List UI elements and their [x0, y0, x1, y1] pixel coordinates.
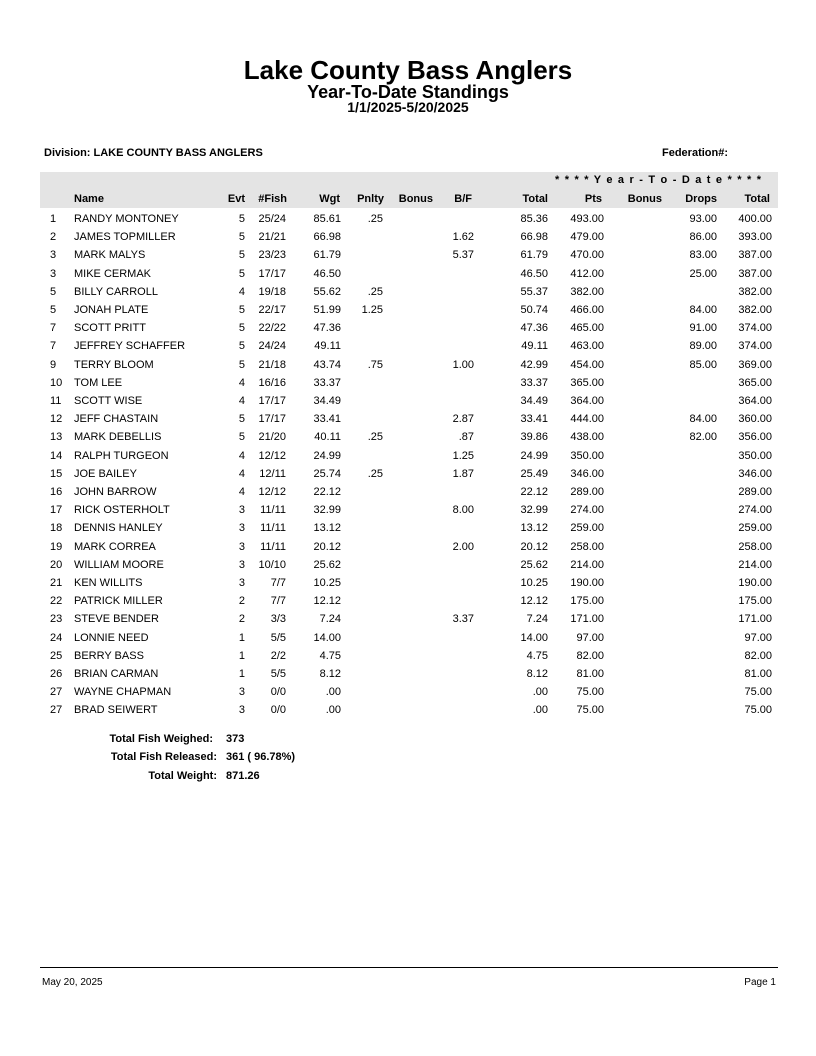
cell-big-fish: 8.00: [452, 504, 474, 517]
cell-name: LONNIE NEED: [74, 631, 149, 644]
column-header-bonus: Bonus: [398, 193, 433, 205]
cell-drops: 84.00: [689, 304, 717, 316]
cell-place: 12: [50, 413, 63, 426]
cell-events: 3: [238, 522, 245, 535]
cell-fish: 11/11: [260, 540, 286, 553]
report-subtitle: Year-To-Date Standings: [307, 82, 509, 102]
cell-ytd-total: 382.00: [738, 304, 772, 316]
cell-events: 5: [238, 358, 245, 371]
cell-events: 3: [238, 686, 245, 699]
cell-weight: 33.37: [313, 376, 341, 389]
cell-ytd-total: 387.00: [738, 249, 772, 262]
cell-fish: 11/11: [260, 504, 286, 517]
cell-place: 23: [50, 613, 63, 626]
cell-fish: 17/17: [258, 413, 286, 426]
cell-total: 33.41: [520, 413, 548, 426]
cell-events: 3: [238, 577, 245, 589]
cell-fish: 11/11: [260, 522, 286, 535]
column-header-evt: Evt: [227, 193, 245, 205]
cell-name: MARK DEBELLIS: [74, 431, 162, 444]
cell-total: 55.37: [520, 285, 548, 298]
cell-drops: 85.00: [689, 358, 717, 371]
cell-big-fish: 2.87: [452, 413, 474, 426]
cell-total: 42.99: [520, 358, 548, 371]
cell-name: STEVE BENDER: [74, 613, 159, 626]
cell-name: WILLIAM MOORE: [74, 558, 164, 571]
cell-ytd-total: 346.00: [738, 467, 772, 480]
cell-fish: 5/5: [270, 631, 286, 644]
cell-weight: 20.12: [313, 540, 341, 553]
cell-big-fish: 1.62: [452, 231, 474, 244]
cell-fish: 0/0: [270, 686, 286, 699]
total-weight-label: Total Weight:: [148, 770, 217, 782]
cell-place: 26: [50, 668, 63, 680]
cell-ytd-total: 289.00: [738, 486, 772, 498]
cell-big-fish: 1.25: [452, 449, 474, 462]
cell-ytd-total: 75.00: [744, 704, 772, 717]
cell-drops: 91.00: [689, 322, 717, 335]
cell-fish: 3/3: [270, 613, 286, 626]
cell-events: 1: [238, 649, 245, 662]
cell-points: 171.00: [570, 613, 604, 626]
cell-points: 75.00: [576, 686, 604, 699]
cell-points: 350.00: [570, 449, 604, 462]
footer-page-number: Page 1: [744, 977, 776, 988]
cell-place: 20: [50, 558, 63, 571]
cell-ytd-total: 356.00: [738, 431, 772, 444]
cell-place: 2: [50, 231, 57, 244]
cell-weight: 33.41: [313, 413, 341, 426]
column-header-drops: Drops: [685, 193, 717, 205]
cell-fish: 22/22: [258, 322, 286, 335]
cell-name: BRIAN CARMAN: [74, 668, 159, 680]
cell-total: 33.37: [520, 376, 548, 389]
cell-drops: 82.00: [689, 431, 717, 444]
cell-weight: .00: [325, 704, 341, 717]
report-date-range: 1/1/2025-5/20/2025: [347, 99, 469, 115]
cell-weight: 66.98: [313, 231, 341, 244]
report-title: Lake County Bass Anglers: [243, 55, 573, 85]
cell-fish: 19/18: [258, 285, 286, 298]
cell-total: 50.74: [520, 304, 548, 316]
cell-name: SCOTT WISE: [74, 395, 143, 407]
cell-points: 214.00: [570, 558, 604, 571]
cell-name: KEN WILLITS: [74, 577, 143, 589]
column-header-fish: #Fish: [258, 193, 287, 205]
cell-big-fish: .87: [458, 431, 474, 444]
cell-place: 14: [50, 449, 63, 462]
cell-place: 3: [50, 249, 57, 262]
cell-weight: 22.12: [313, 486, 341, 498]
cell-name: JEFFREY SCHAFFER: [74, 340, 186, 353]
cell-place: 10: [50, 376, 63, 389]
cell-big-fish: 1.00: [452, 358, 474, 371]
cell-penalty: .75: [367, 358, 383, 371]
cell-weight: 25.62: [313, 558, 341, 571]
cell-weight: 55.62: [313, 285, 341, 298]
cell-ytd-total: 81.00: [744, 668, 772, 680]
cell-points: 259.00: [570, 522, 604, 535]
cell-total: 39.86: [520, 431, 548, 444]
cell-name: WAYNE CHAPMAN: [74, 686, 172, 699]
cell-total: 4.75: [526, 649, 548, 662]
cell-points: 75.00: [576, 704, 604, 717]
cell-name: JOHN BARROW: [74, 486, 157, 498]
cell-points: 479.00: [570, 231, 604, 244]
cell-weight: 7.24: [319, 613, 341, 626]
federation-label: Federation#:: [662, 147, 729, 159]
cell-ytd-total: 387.00: [738, 267, 772, 280]
cell-name: JAMES TOPMILLER: [74, 231, 176, 244]
cell-weight: 40.11: [314, 431, 341, 444]
fish-weighed-label: Total Fish Weighed:: [109, 733, 213, 745]
cell-drops: 93.00: [689, 213, 717, 225]
cell-place: 22: [50, 595, 63, 608]
cell-ytd-total: 393.00: [738, 231, 772, 244]
cell-points: 274.00: [570, 504, 604, 517]
cell-points: 466.00: [570, 304, 604, 316]
cell-place: 5: [50, 304, 57, 316]
cell-fish: 5/5: [270, 668, 286, 680]
cell-points: 175.00: [570, 595, 604, 608]
cell-events: 5: [238, 340, 245, 353]
cell-name: JEFF CHASTAIN: [74, 413, 159, 426]
cell-total: 20.12: [520, 540, 548, 553]
cell-points: 289.00: [570, 486, 604, 498]
cell-points: 463.00: [570, 340, 604, 353]
division-label: Division: LAKE COUNTY BASS ANGLERS: [44, 147, 263, 159]
cell-points: 258.00: [570, 540, 604, 553]
cell-place: 27: [50, 704, 63, 717]
cell-drops: 86.00: [689, 231, 717, 244]
cell-points: 82.00: [576, 649, 604, 662]
cell-place: 25: [50, 649, 63, 662]
cell-events: 5: [238, 431, 245, 444]
cell-name: MARK CORREA: [74, 540, 156, 553]
cell-points: 364.00: [570, 395, 604, 407]
cell-place: 11: [50, 395, 62, 407]
cell-penalty: .25: [367, 431, 383, 444]
column-header-wgt: Wgt: [319, 193, 340, 205]
cell-weight: 85.61: [313, 213, 341, 225]
cell-total: .00: [532, 704, 548, 717]
cell-name: SCOTT PRITT: [74, 322, 146, 335]
cell-events: 4: [238, 285, 245, 298]
cell-weight: 47.36: [313, 322, 341, 335]
cell-place: 21: [50, 577, 63, 589]
cell-events: 5: [238, 249, 245, 262]
cell-drops: 89.00: [689, 340, 717, 353]
cell-place: 16: [50, 486, 63, 498]
cell-place: 13: [50, 431, 63, 444]
cell-total: 8.12: [526, 668, 548, 680]
cell-events: 5: [238, 231, 245, 244]
cell-weight: 34.49: [313, 395, 341, 407]
cell-penalty: 1.25: [361, 304, 383, 316]
cell-ytd-total: 97.00: [744, 631, 772, 644]
cell-weight: 51.99: [313, 304, 341, 316]
cell-big-fish: 2.00: [452, 540, 474, 553]
cell-weight: 14.00: [313, 631, 341, 644]
column-header-total: Total: [522, 193, 548, 205]
cell-ytd-total: 365.00: [738, 376, 772, 389]
cell-place: 27: [50, 686, 63, 699]
cell-drops: 83.00: [689, 249, 717, 262]
cell-weight: .00: [325, 686, 341, 699]
cell-ytd-total: 214.00: [738, 558, 772, 571]
fish-released-label: Total Fish Released:: [110, 751, 217, 763]
cell-events: 5: [238, 304, 245, 316]
cell-name: MARK MALYS: [74, 249, 146, 262]
cell-points: 81.00: [576, 668, 604, 680]
cell-name: JOE BAILEY: [74, 467, 137, 480]
cell-ytd-total: 190.00: [738, 577, 772, 589]
cell-place: 5: [50, 285, 57, 298]
cell-name: MIKE CERMAK: [74, 267, 152, 280]
cell-name: BILLY CARROLL: [74, 285, 158, 298]
cell-total: 25.49: [520, 467, 548, 480]
cell-points: 465.00: [570, 322, 604, 335]
cell-events: 1: [238, 668, 245, 680]
cell-total: 14.00: [520, 631, 548, 644]
cell-events: 3: [238, 704, 245, 717]
cell-total: 61.79: [520, 249, 548, 262]
cell-points: 382.00: [570, 285, 604, 298]
cell-total: 34.49: [520, 395, 548, 407]
cell-big-fish: 3.37: [452, 613, 474, 626]
cell-place: 19: [50, 540, 63, 553]
cell-place: 24: [50, 631, 63, 644]
cell-ytd-total: 374.00: [738, 322, 772, 335]
cell-ytd-total: 350.00: [738, 449, 772, 462]
cell-events: 4: [238, 449, 245, 462]
cell-place: 9: [50, 358, 57, 371]
cell-fish: 22/17: [258, 304, 286, 316]
cell-drops: 25.00: [689, 267, 717, 280]
cell-ytd-total: 75.00: [744, 686, 772, 699]
cell-weight: 12.12: [313, 595, 341, 608]
cell-big-fish: 5.37: [452, 249, 474, 262]
cell-points: 365.00: [570, 376, 604, 389]
column-header-name: Name: [74, 193, 104, 205]
footer-date: May 20, 2025: [42, 977, 103, 988]
cell-name: RALPH TURGEON: [74, 449, 169, 462]
cell-points: 97.00: [576, 631, 604, 644]
cell-ytd-total: 400.00: [738, 213, 772, 225]
cell-events: 5: [238, 322, 245, 335]
cell-fish: 23/23: [258, 249, 286, 262]
cell-total: 46.50: [520, 267, 548, 280]
cell-events: 4: [238, 395, 245, 407]
cell-name: RICK OSTERHOLT: [74, 504, 170, 517]
cell-events: 3: [238, 540, 245, 553]
cell-points: 412.00: [570, 267, 604, 280]
cell-fish: 17/17: [258, 267, 286, 280]
cell-name: RANDY MONTONEY: [74, 213, 179, 225]
cell-points: 438.00: [570, 431, 604, 444]
cell-events: 1: [238, 631, 245, 644]
cell-fish: 7/7: [270, 595, 286, 608]
cell-fish: 12/12: [258, 486, 286, 498]
cell-total: 25.62: [520, 558, 548, 571]
cell-fish: 21/21: [258, 231, 286, 244]
cell-fish: 25/24: [258, 213, 286, 225]
cell-ytd-total: 374.00: [738, 340, 772, 353]
cell-total: 10.25: [520, 577, 548, 589]
cell-weight: 46.50: [313, 267, 341, 280]
cell-name: TOM LEE: [74, 376, 123, 389]
cell-total: 12.12: [520, 595, 548, 608]
cell-fish: 17/17: [258, 395, 286, 407]
cell-events: 4: [238, 486, 245, 498]
cell-drops: 84.00: [689, 413, 717, 426]
cell-events: 3: [238, 504, 245, 517]
cell-ytd-total: 82.00: [744, 649, 772, 662]
cell-fish: 24/24: [258, 340, 286, 353]
cell-events: 5: [238, 413, 245, 426]
fish-weighed-value: 373: [226, 733, 245, 745]
cell-fish: 12/11: [259, 467, 286, 480]
cell-weight: 10.25: [313, 577, 341, 589]
cell-events: 4: [238, 467, 245, 480]
cell-total: 47.36: [520, 322, 548, 335]
cell-penalty: .25: [367, 467, 383, 480]
cell-place: 18: [50, 522, 63, 535]
cell-total: 32.99: [520, 504, 548, 517]
cell-points: 454.00: [570, 358, 604, 371]
year-to-date-banner: * * * * Y e a r - T o - D a t e * * * *: [555, 174, 763, 186]
cell-total: 24.99: [520, 449, 548, 462]
cell-place: 15: [50, 467, 63, 480]
column-header-pts: Pts: [584, 193, 602, 205]
cell-place: 7: [50, 322, 57, 335]
cell-weight: 24.99: [313, 449, 341, 462]
cell-total: 49.11: [521, 340, 548, 353]
cell-points: 190.00: [570, 577, 604, 589]
cell-penalty: .25: [367, 285, 383, 298]
column-header-big-fish: B/F: [454, 193, 472, 205]
cell-weight: 13.12: [313, 522, 341, 535]
cell-events: 3: [238, 558, 245, 571]
cell-weight: 8.12: [319, 668, 341, 680]
cell-weight: 61.79: [313, 249, 341, 262]
cell-weight: 32.99: [313, 504, 341, 517]
cell-penalty: .25: [367, 213, 383, 225]
cell-ytd-total: 175.00: [738, 595, 772, 608]
cell-name: BRAD SEIWERT: [74, 704, 158, 717]
column-header-ytd-bonus: Bonus: [627, 193, 662, 205]
cell-ytd-total: 360.00: [738, 413, 772, 426]
cell-name: DENNIS HANLEY: [74, 522, 163, 535]
cell-fish: 0/0: [270, 704, 286, 717]
cell-points: 346.00: [570, 467, 604, 480]
cell-events: 5: [238, 267, 245, 280]
cell-total: 66.98: [520, 231, 548, 244]
cell-total: 13.12: [520, 522, 548, 535]
cell-points: 444.00: [570, 413, 604, 426]
cell-fish: 2/2: [270, 649, 286, 662]
cell-place: 3: [50, 267, 57, 280]
cell-total: 22.12: [520, 486, 548, 498]
cell-ytd-total: 259.00: [738, 522, 772, 535]
column-header-penalty: Pnlty: [357, 193, 384, 205]
cell-fish: 7/7: [270, 577, 286, 589]
cell-name: BERRY BASS: [74, 649, 144, 662]
cell-place: 17: [50, 504, 63, 517]
cell-weight: 43.74: [313, 358, 341, 371]
cell-ytd-total: 171.00: [738, 613, 772, 626]
cell-events: 2: [238, 613, 245, 626]
cell-ytd-total: 382.00: [738, 285, 772, 298]
cell-name: PATRICK MILLER: [74, 595, 163, 608]
cell-ytd-total: 369.00: [738, 358, 772, 371]
cell-events: 2: [238, 595, 245, 608]
cell-total: 85.36: [520, 213, 548, 225]
cell-place: 7: [50, 340, 57, 353]
cell-fish: 16/16: [258, 376, 286, 389]
cell-total: .00: [532, 686, 548, 699]
cell-fish: 12/12: [258, 449, 286, 462]
fish-released-value: 361 ( 96.78%): [226, 751, 296, 763]
footer-divider: [40, 967, 778, 968]
column-header-ytd-total: Total: [744, 193, 770, 205]
cell-events: 4: [238, 376, 245, 389]
cell-place: 1: [50, 213, 57, 225]
cell-weight: 25.74: [313, 467, 341, 480]
cell-ytd-total: 364.00: [738, 395, 772, 407]
cell-name: JONAH PLATE: [74, 304, 149, 316]
cell-ytd-total: 258.00: [738, 540, 772, 553]
cell-weight: 49.11: [314, 340, 341, 353]
cell-fish: 21/18: [258, 358, 286, 371]
cell-events: 5: [238, 213, 245, 225]
cell-fish: 21/20: [258, 431, 286, 444]
cell-total: 7.24: [526, 613, 548, 626]
cell-name: TERRY BLOOM: [74, 358, 154, 371]
cell-weight: 4.75: [319, 649, 341, 662]
cell-points: 470.00: [570, 249, 604, 262]
cell-points: 493.00: [570, 213, 604, 225]
total-weight-value: 871.26: [226, 770, 260, 782]
cell-fish: 10/10: [258, 558, 286, 571]
cell-ytd-total: 274.00: [738, 504, 772, 517]
cell-big-fish: 1.87: [452, 467, 474, 480]
